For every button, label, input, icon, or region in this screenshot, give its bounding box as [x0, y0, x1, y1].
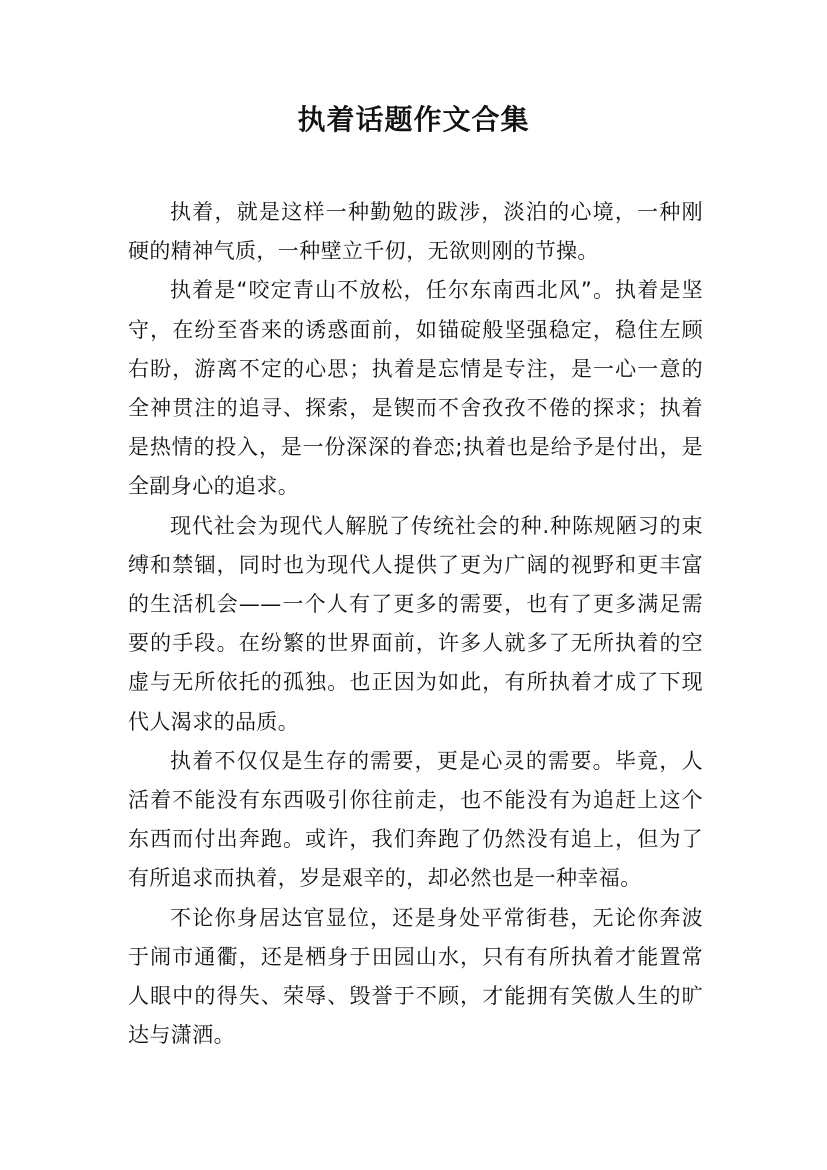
- paragraph: 执着不仅仅是生存的需要，更是心灵的需要。毕竟，人活着不能没有东西吸引你往前走，也不能没有为追赶上这个东西而付出奔跑。或许，我们奔跑了仍然没有追上，但为了有所追求而执着，岁是艰辛的，却必然也是一种幸福。: [128, 748, 703, 891]
- paragraph: 现代社会为现代人解脱了传统社会的种.种陈规陋习的束缚和禁锢，同时也为现代人提供了更为广阔的视野和更丰富的生活机会——一个人有了更多的需要，也有了更多满足需要的手段。在纷繁的世界面前，许多人就多了无所执着的空虚与无所依托的孤独。也正因为如此，有所执着才成了下现代人渴求的品质。: [128, 513, 703, 734]
- paragraph: 不论你身居达官显位，还是身处平常街巷，无论你奔波于闹市通衢，还是栖身于田园山水，只有有所执着才能置常人眼中的得失、荣辱、毁誉于不顾，才能拥有笑傲人生的旷达与潇洒。: [128, 905, 703, 1048]
- article-body: [128, 193, 703, 1055]
- page-title: 执着话题作文合集: [297, 103, 530, 136]
- paragraph: 执着，就是这样一种勤勉的跋涉，淡泊的心境，一种刚硬的精神气质，一种壁立千仞，无欲则刚的节操。: [128, 200, 703, 264]
- paragraph: 执着是“咬定青山不放松，任尔东南西北风”。执着是坚守，在纷至沓来的诱惑面前，如锚碇般坚强稳定，稳住左顾右盼，游离不定的心思；执着是忘情是专注，是一心一意的全神贯注的追寻、探索，是锲而不舍孜孜不倦的探求；执着是热情的投入，是一份深深的眷恋;执着也是给予是付出，是全副身心的追求。: [128, 278, 703, 499]
